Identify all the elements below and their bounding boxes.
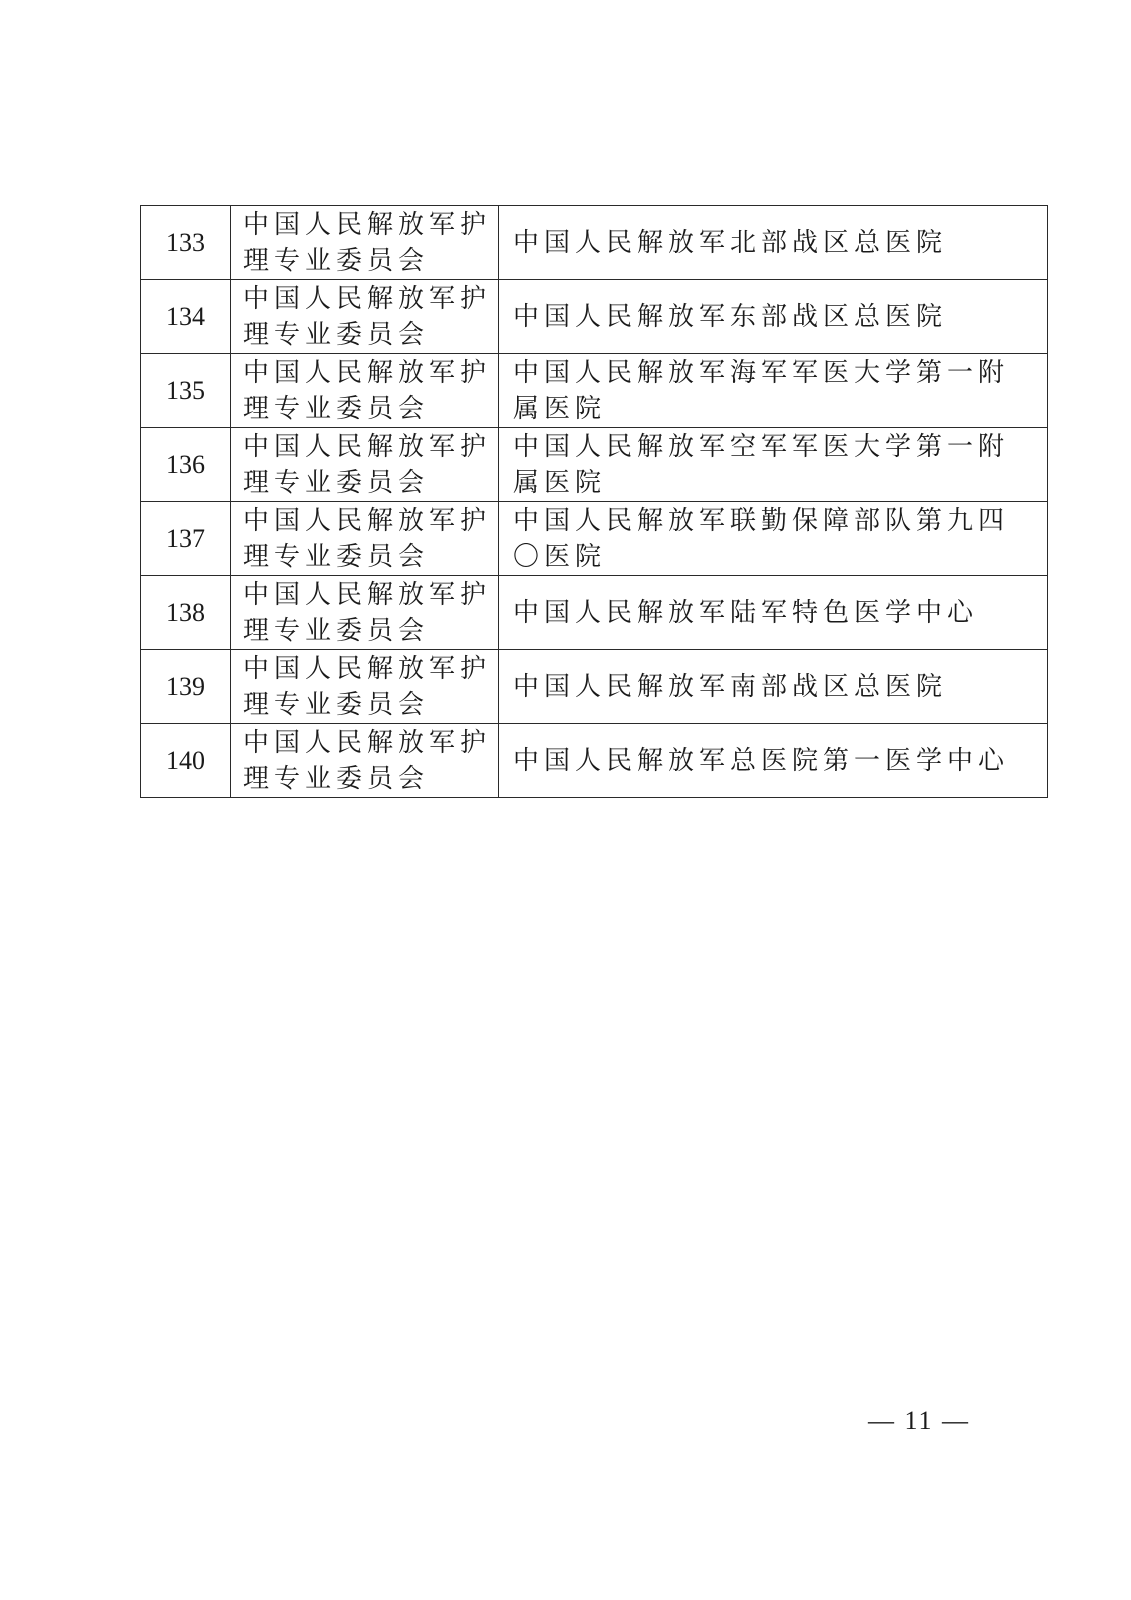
recommending-organization: 中国人民解放军护理专业委员会 [231,650,499,724]
row-number: 137 [141,502,231,576]
hospital-name: 中国人民解放军海军军医大学第一附属医院 [499,354,1048,428]
row-number: 136 [141,428,231,502]
recommending-organization: 中国人民解放军护理专业委员会 [231,724,499,798]
table-row [141,428,1048,502]
page-number: — 11 — [868,1406,971,1435]
table-row [141,206,1048,280]
hospital-name: 中国人民解放军陆军特色医学中心 [499,576,1048,650]
hospital-name: 中国人民解放军北部战区总医院 [499,206,1048,280]
hospital-list-table [140,205,1048,798]
row-number: 140 [141,724,231,798]
hospital-name: 中国人民解放军总医院第一医学中心 [499,724,1048,798]
recommending-organization: 中国人民解放军护理专业委员会 [231,354,499,428]
table-row [141,576,1048,650]
hospital-name: 中国人民解放军联勤保障部队第九四〇医院 [499,502,1048,576]
table-row [141,502,1048,576]
row-number: 138 [141,576,231,650]
table-row [141,724,1048,798]
hospital-name: 中国人民解放军东部战区总医院 [499,280,1048,354]
row-number: 135 [141,354,231,428]
hospital-name: 中国人民解放军空军军医大学第一附属医院 [499,428,1048,502]
row-number: 134 [141,280,231,354]
table-row [141,280,1048,354]
row-number: 139 [141,650,231,724]
recommending-organization: 中国人民解放军护理专业委员会 [231,280,499,354]
recommending-organization: 中国人民解放军护理专业委员会 [231,502,499,576]
row-number: 133 [141,206,231,280]
recommending-organization: 中国人民解放军护理专业委员会 [231,576,499,650]
table-row [141,354,1048,428]
recommending-organization: 中国人民解放军护理专业委员会 [231,428,499,502]
recommending-organization: 中国人民解放军护理专业委员会 [231,206,499,280]
hospital-name: 中国人民解放军南部战区总医院 [499,650,1048,724]
table-row [141,650,1048,724]
